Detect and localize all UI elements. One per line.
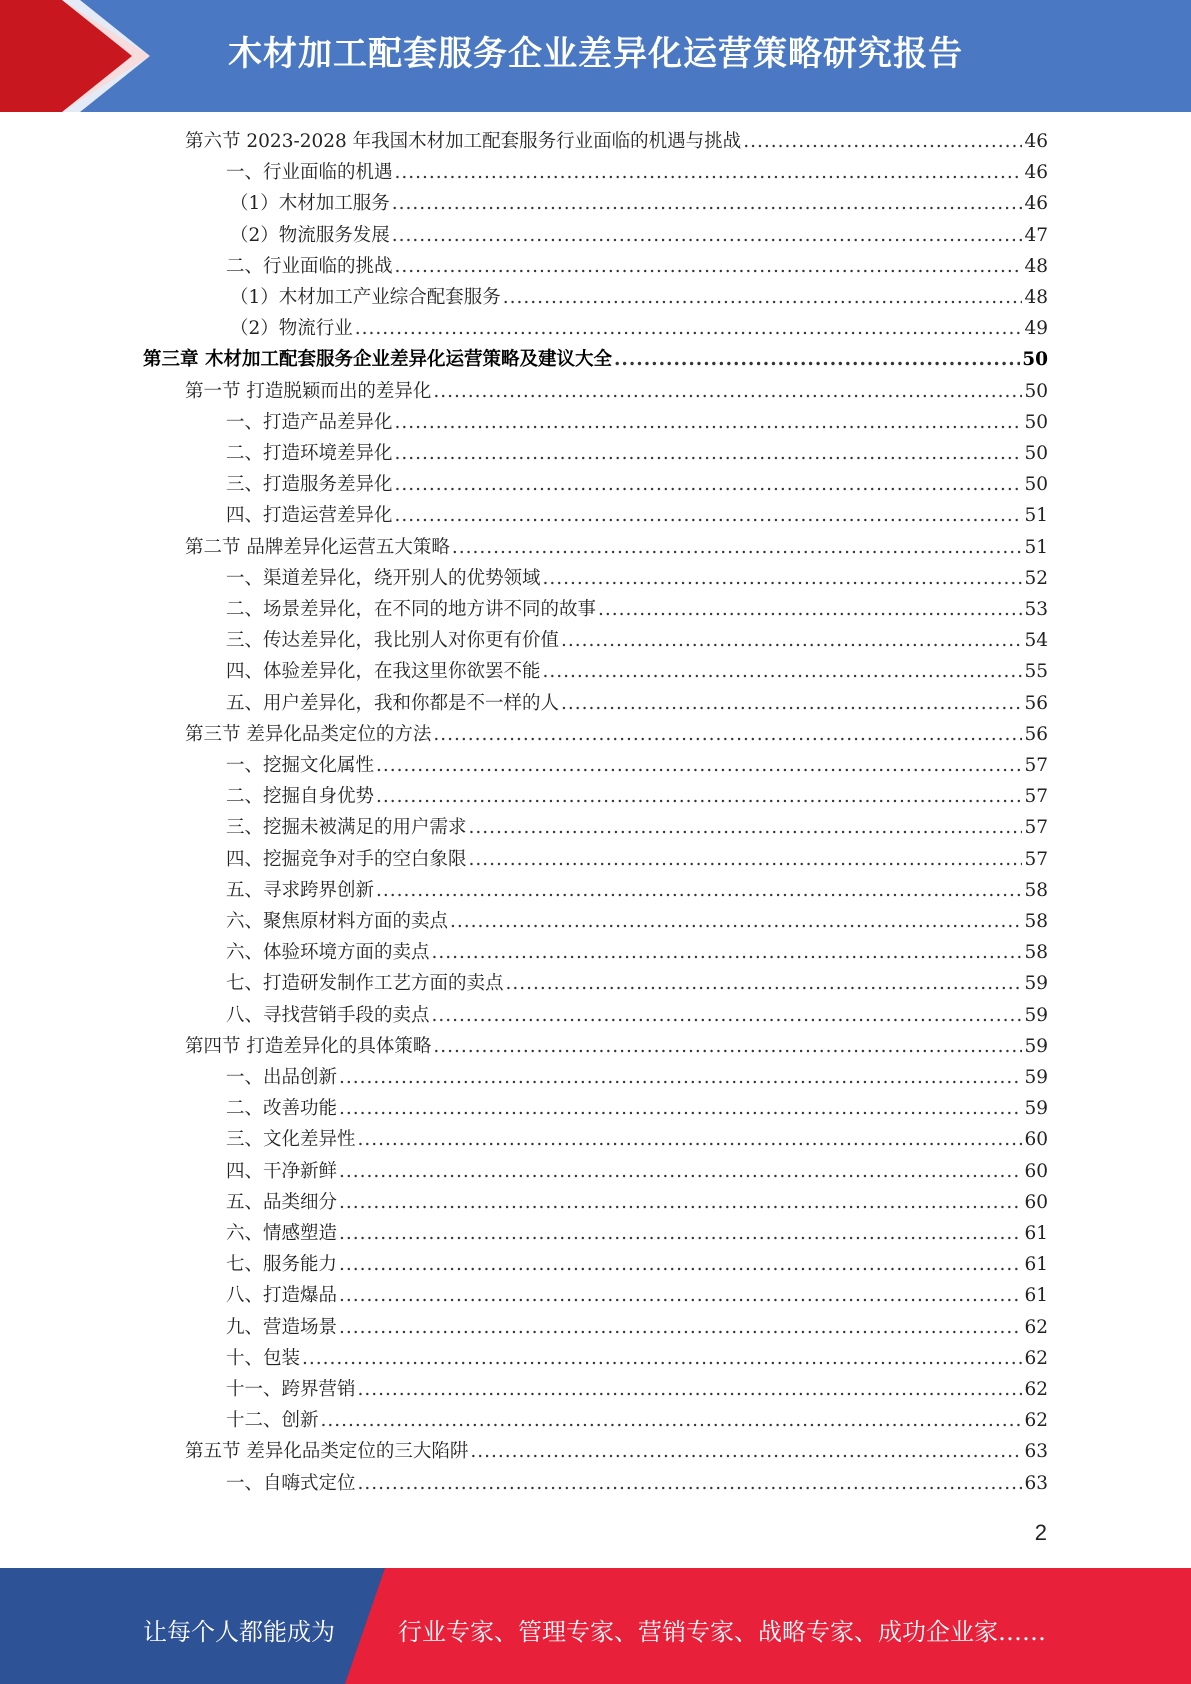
toc-entry-page: 62: [1024, 1348, 1048, 1369]
toc-entry[interactable]: [185, 533, 1048, 564]
toc-entry[interactable]: [226, 1001, 1048, 1032]
toc-entry-label: 第一节 打造脱颖而出的差异化: [185, 381, 432, 402]
toc-entry-label: 三、挖掘未被满足的用户需求: [226, 817, 467, 838]
toc-entry-label: 第三章 木材加工配套服务企业差异化运营策略及建议大全: [143, 349, 612, 370]
toc-leader-dots: [355, 318, 1023, 339]
toc-entry-label: 第六节 2023-2028 年我国木材加工配套服务行业面临的机遇与挑战: [185, 131, 742, 152]
toc-entry-page: 62: [1024, 1410, 1048, 1431]
toc-leader-dots: [339, 1098, 1022, 1119]
toc-leader-dots: [598, 599, 1022, 620]
toc-entry-page: 58: [1024, 942, 1048, 963]
toc-leader-dots: [395, 162, 1023, 183]
toc-leader-dots: [433, 724, 1022, 745]
toc-entry-label: 一、行业面临的机遇: [226, 162, 393, 183]
toc-entry[interactable]: [226, 689, 1048, 720]
toc-entry[interactable]: [226, 408, 1048, 439]
toc-entry-label: 三、打造服务差异化: [226, 474, 393, 495]
toc-entry-page: 54: [1024, 630, 1048, 651]
toc-entry[interactable]: [226, 470, 1048, 501]
toc-leader-dots: [395, 443, 1023, 464]
toc-entry[interactable]: [226, 657, 1048, 688]
toc-entry-label: 八、打造爆品: [226, 1285, 338, 1306]
toc-entry-label: 六、体验环境方面的卖点: [226, 942, 430, 963]
toc-entry[interactable]: [226, 1063, 1048, 1094]
toc-entry-page: 59: [1024, 973, 1048, 994]
toc-entry[interactable]: [226, 907, 1048, 938]
toc-entry-page: 57: [1024, 786, 1048, 807]
toc-entry-page: 46: [1024, 162, 1048, 183]
toc-entry-page: 46: [1024, 193, 1048, 214]
toc-leader-dots: [395, 412, 1023, 433]
toc-entry-page: 56: [1024, 724, 1048, 745]
toc-entry[interactable]: [230, 314, 1048, 345]
toc-entry-label: 四、干净新鲜: [226, 1161, 338, 1182]
toc-entry[interactable]: [226, 252, 1048, 283]
toc-entry-page: 53: [1024, 599, 1048, 620]
toc-entry-label: 三、传达差异化，我比别人对你更有价值: [226, 630, 560, 651]
toc-entry-label: 四、体验差异化，在我这里你欲罢不能: [226, 661, 541, 682]
toc-entry[interactable]: [226, 1375, 1048, 1406]
toc-leader-dots: [376, 880, 1022, 901]
toc-entry-page: 50: [1024, 412, 1048, 433]
toc-leader-dots: [358, 1379, 1023, 1400]
toc-leader-dots: [376, 755, 1022, 776]
toc-entry-page: 47: [1024, 225, 1048, 246]
toc-entry[interactable]: [185, 377, 1048, 408]
toc-leader-dots: [392, 193, 1023, 214]
toc-entry-label: 一、自嗨式定位: [226, 1473, 356, 1494]
toc-entry[interactable]: [226, 595, 1048, 626]
toc-entry-label: 十二、创新: [226, 1410, 319, 1431]
toc-entry-page: 62: [1024, 1379, 1048, 1400]
toc-entry-label: （2）物流服务发展: [230, 225, 390, 246]
toc-entry[interactable]: [226, 751, 1048, 782]
toc-leader-dots: [432, 942, 1023, 963]
toc-entry-label: 七、服务能力: [226, 1254, 338, 1275]
toc-entry[interactable]: [226, 158, 1048, 189]
toc-entry[interactable]: [226, 969, 1048, 1000]
toc-entry-label: 第五节 差异化品类定位的三大陷阱: [185, 1441, 469, 1462]
toc-entry[interactable]: [185, 127, 1048, 158]
toc-leader-dots: [452, 537, 1023, 558]
toc-entry-page: 50: [1024, 443, 1048, 464]
toc-entry-page: 57: [1024, 817, 1048, 838]
toc-entry-label: 第三节 差异化品类定位的方法: [185, 724, 432, 745]
toc-entry[interactable]: [185, 720, 1048, 751]
toc-entry-label: 一、挖掘文化属性: [226, 755, 375, 776]
toc-entry[interactable]: [226, 1250, 1048, 1281]
toc-entry-page: 55: [1024, 661, 1048, 682]
toc-entry[interactable]: [226, 626, 1048, 657]
toc-entry-label: 二、行业面临的挑战: [226, 256, 393, 277]
toc-entry-page: 59: [1024, 1036, 1048, 1057]
toc-leader-dots: [743, 131, 1022, 152]
page-header: [0, 0, 1191, 112]
toc-entry-page: 49: [1024, 318, 1048, 339]
toc-entry-label: 六、聚焦原材料方面的卖点: [226, 911, 449, 932]
toc-entry-label: 四、挖掘竞争对手的空白象限: [226, 849, 467, 870]
toc-leader-dots: [614, 349, 1020, 370]
toc-entry[interactable]: [226, 1469, 1048, 1500]
toc-entry[interactable]: [226, 1219, 1048, 1250]
toc-leader-dots: [395, 256, 1023, 277]
toc-entry[interactable]: [226, 845, 1048, 876]
toc-leader-dots: [392, 225, 1023, 246]
toc-entry-label: （1）木材加工产业综合配套服务: [230, 287, 501, 308]
toc-entry[interactable]: [226, 564, 1048, 595]
toc-entry-page: 51: [1024, 537, 1048, 558]
toc-entry[interactable]: [226, 1281, 1048, 1312]
toc-entry-page: 57: [1024, 755, 1048, 776]
toc-leader-dots: [543, 568, 1023, 589]
toc-leader-dots: [561, 693, 1022, 714]
toc-entry-label: 九、营造场景: [226, 1317, 338, 1338]
toc-entry-label: 五、用户差异化，我和你都是不一样的人: [226, 693, 560, 714]
toc-entry-label: （1）木材加工服务: [230, 193, 390, 214]
toc-entry-label: 十一、跨界营销: [226, 1379, 356, 1400]
toc-leader-dots: [506, 973, 1023, 994]
toc-entry-page: 51: [1024, 505, 1048, 526]
toc-leader-dots: [358, 1129, 1023, 1150]
toc-entry[interactable]: [143, 345, 1048, 376]
toc-leader-dots: [302, 1348, 1022, 1369]
toc-entry-page: 59: [1024, 1005, 1048, 1026]
toc-entry-label: 七、打造研发制作工艺方面的卖点: [226, 973, 504, 994]
toc-entry-label: 六、情感塑造: [226, 1223, 338, 1244]
toc-leader-dots: [432, 1005, 1023, 1026]
toc-entry-label: 八、寻找营销手段的卖点: [226, 1005, 430, 1026]
toc-leader-dots: [433, 381, 1022, 402]
footer-slogan-left: 让每个人都能成为: [143, 1618, 335, 1646]
toc-entry-page: 52: [1024, 568, 1048, 589]
footer-slogan-right: 行业专家、管理专家、营销专家、战略专家、成功企业家……: [398, 1618, 1046, 1646]
toc-leader-dots: [339, 1223, 1022, 1244]
toc-entry[interactable]: [226, 1313, 1048, 1344]
toc-entry-label: 一、渠道差异化，绕开别人的优势领域: [226, 568, 541, 589]
toc-entry-label: 二、场景差异化，在不同的地方讲不同的故事: [226, 599, 597, 620]
toc-entry-page: 63: [1024, 1473, 1048, 1494]
toc-entry[interactable]: [230, 283, 1048, 314]
toc-entry[interactable]: [226, 782, 1048, 813]
toc-leader-dots: [339, 1192, 1022, 1213]
toc-entry[interactable]: [226, 1094, 1048, 1125]
toc-entry[interactable]: [230, 189, 1048, 220]
toc-entry[interactable]: [226, 439, 1048, 470]
toc-entry[interactable]: [230, 221, 1048, 252]
toc-entry[interactable]: [185, 1032, 1048, 1063]
toc-entry-page: 60: [1024, 1129, 1048, 1150]
toc-leader-dots: [469, 817, 1023, 838]
toc-entry-label: 三、文化差异性: [226, 1129, 356, 1150]
report-title: 木材加工配套服务企业差异化运营策略研究报告: [228, 34, 963, 74]
toc-entry-page: 61: [1024, 1285, 1048, 1306]
toc-entry-label: 二、打造环境差异化: [226, 443, 393, 464]
toc-entry[interactable]: [185, 1437, 1048, 1468]
toc-leader-dots: [469, 849, 1023, 870]
toc-entry-page: 58: [1024, 911, 1048, 932]
toc-leader-dots: [339, 1161, 1022, 1182]
toc-entry-page: 56: [1024, 693, 1048, 714]
toc-leader-dots: [321, 1410, 1023, 1431]
toc-entry-label: 五、寻求跨界创新: [226, 880, 375, 901]
toc-entry-label: 一、出品创新: [226, 1067, 338, 1088]
toc-entry-label: 第四节 打造差异化的具体策略: [185, 1036, 432, 1057]
toc-entry-page: 61: [1024, 1254, 1048, 1275]
toc-entry-page: 58: [1024, 880, 1048, 901]
toc-entry-label: 五、品类细分: [226, 1192, 338, 1213]
toc-entry-page: 50: [1024, 474, 1048, 495]
toc-entry-page: 60: [1024, 1192, 1048, 1213]
toc-entry[interactable]: [226, 938, 1048, 969]
toc-entry[interactable]: [226, 1157, 1048, 1188]
page-footer: [0, 1568, 1191, 1684]
toc-entry[interactable]: [226, 501, 1048, 532]
toc-entry-page: 48: [1024, 287, 1048, 308]
toc-leader-dots: [450, 911, 1022, 932]
toc-leader-dots: [339, 1067, 1022, 1088]
toc-entry-page: 63: [1024, 1441, 1048, 1462]
page-number: 2: [1034, 1520, 1047, 1545]
toc-entry[interactable]: [226, 1344, 1048, 1375]
toc-leader-dots: [395, 505, 1023, 526]
toc-leader-dots: [376, 786, 1022, 807]
toc-entry-page: 57: [1024, 849, 1048, 870]
toc-entry-label: 十、包装: [226, 1348, 301, 1369]
toc-leader-dots: [543, 661, 1023, 682]
toc-entry-page: 61: [1024, 1223, 1048, 1244]
toc-entry-page: 60: [1024, 1161, 1048, 1182]
toc-leader-dots: [339, 1254, 1022, 1275]
toc-entry-label: 第二节 品牌差异化运营五大策略: [185, 537, 450, 558]
toc-entry-page: 48: [1024, 256, 1048, 277]
toc-leader-dots: [561, 630, 1022, 651]
toc-leader-dots: [433, 1036, 1022, 1057]
toc-leader-dots: [339, 1285, 1022, 1306]
toc-leader-dots: [503, 287, 1023, 308]
toc-entry[interactable]: [226, 1406, 1048, 1437]
toc-entry-page: 62: [1024, 1317, 1048, 1338]
toc-entry[interactable]: [226, 1125, 1048, 1156]
toc-entry[interactable]: [226, 813, 1048, 844]
toc-entry-page: 50: [1022, 349, 1048, 370]
toc-entry-label: 四、打造运营差异化: [226, 505, 393, 526]
toc-entry-label: （2）物流行业: [230, 318, 353, 339]
toc-entry-label: 一、打造产品差异化: [226, 412, 393, 433]
toc-leader-dots: [358, 1473, 1023, 1494]
toc-entry-page: 59: [1024, 1098, 1048, 1119]
toc-entry-page: 46: [1024, 131, 1048, 152]
toc-leader-dots: [339, 1317, 1022, 1338]
toc-entry-page: 50: [1024, 381, 1048, 402]
toc-entry-label: 二、改善功能: [226, 1098, 338, 1119]
toc-leader-dots: [470, 1441, 1022, 1462]
toc-entry-page: 59: [1024, 1067, 1048, 1088]
toc-entry[interactable]: [226, 876, 1048, 907]
toc-entry[interactable]: [226, 1188, 1048, 1219]
toc-leader-dots: [395, 474, 1023, 495]
toc-entry-label: 二、挖掘自身优势: [226, 786, 375, 807]
